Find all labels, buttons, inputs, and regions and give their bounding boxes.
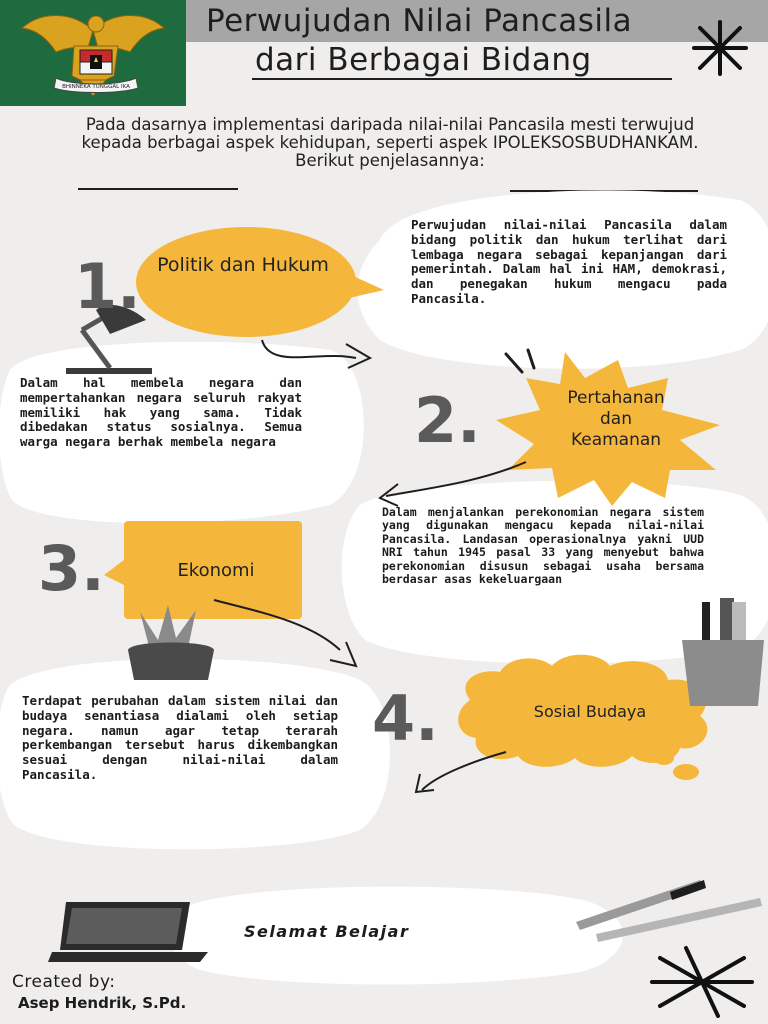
section-number-2: 2. [414,384,481,457]
section-number-3: 3. [38,532,105,605]
section-text-politik: Perwujudan nilai-nilai Pancasila dalam bidang politik dan hukum terlihat dari lembaga negara sebagai kepanjangan dari pemerintah. Dalam hal ini HAM, demokrasi, dan penegakan hukum mengacu pada Pancasila. [411,217,727,306]
page-title-line2: dari Berbagai Bidang [255,42,592,78]
intro-text: Pada dasarnya implementasi daripada nilai-nilai Pancasila mesti terwujud kepada berbagai aspek kehidupan, seperti aspek IPOLEKSOSBUDHANKAM. Berikut penjelasannya: [81,115,699,170]
section-title-politik: Politik dan Hukum [157,254,329,276]
bubble-politik [136,227,384,337]
author-name: Asep Hendrik, S.Pd. [18,994,187,1012]
section-title-ekonomi: Ekonomi [177,560,255,581]
section-number-1: 1. [74,250,141,323]
section-text-sosial: Terdapat perubahan dalam sistem nilai dan budaya senantiasa dialami oleh setiap negara. namun agar tetap terarah perkembangan tersebut harus dikembangkan sesuai dengan nilai-nilai dalam Pancasila. [22,693,338,782]
emblem-motto: BHINNEKA TUNGGAL IKA [62,84,130,90]
section-title-sosial: Sosial Budaya [533,702,647,721]
laptop-icon [48,902,208,962]
star-bottom-icon [652,948,752,1016]
section-number-4: 4. [372,682,439,755]
section-title-pertahanan: Pertahanan dan Keamanan [567,388,665,450]
section-text-ekonomi: Dalam menjalankan perekonomian negara sistem yang digunakan mengacu kepada nilai-nilai Pancasila. Landasan operasionalnya yakni UUD NRI tahun 1945 pasal 33 yang menyebut bahwa perekonomian disusun sebagai usaha bersama berdasar asas kekeluargaan [382,505,704,587]
created-label: Created by: [12,972,116,992]
section-text-pertahanan: Dalam hal membela negara dan mempertahankan negara seluruh rakyat memiliki hak yang sama. Tidak dibedakan status sosialnya. Semua warga negara berhak membela negara [20,375,302,450]
page-title-line1: Perwujudan Nilai Pancasila [206,3,633,39]
closing-text: Selamat Belajar [244,922,410,941]
